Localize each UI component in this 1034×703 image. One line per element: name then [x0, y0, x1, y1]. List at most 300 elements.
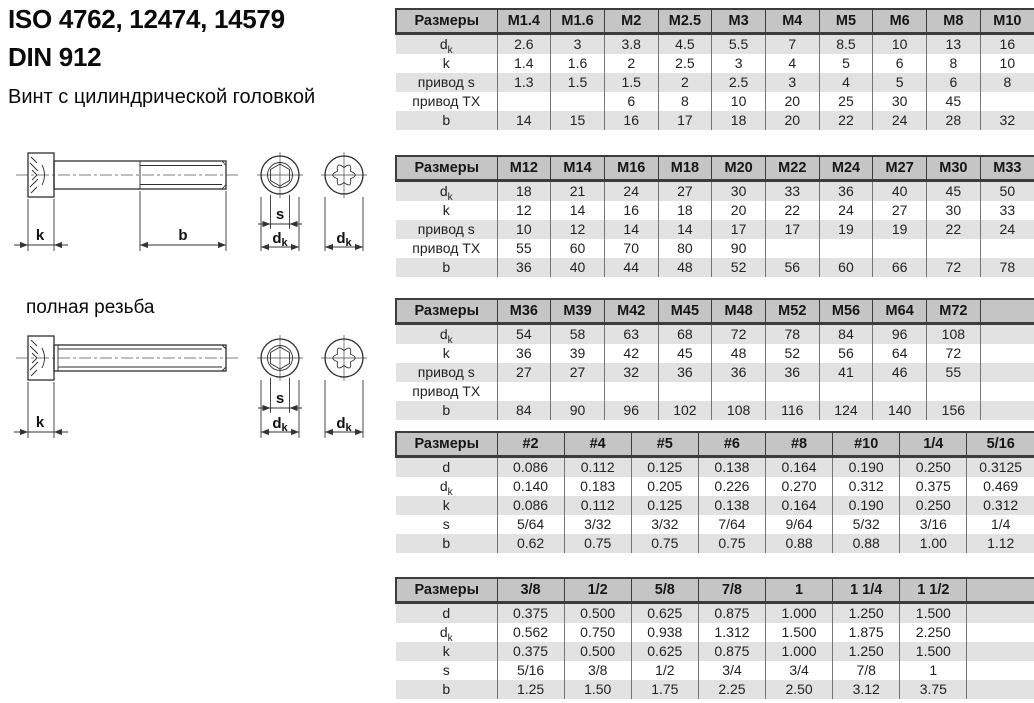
table-row [396, 73, 1034, 92]
table-row [396, 363, 1034, 382]
value-cell: 27 [497, 363, 551, 382]
value-cell: 16 [604, 201, 658, 220]
torx-end-view [321, 152, 367, 198]
value-cell: 0.375 [900, 477, 967, 496]
column-header: M33 [980, 156, 1034, 181]
value-cell: 0.086 [497, 457, 564, 478]
value-cell: 14 [497, 111, 551, 130]
value-cell [980, 324, 1034, 345]
value-cell: 24 [819, 201, 873, 220]
value-cell: 33 [765, 181, 819, 202]
standard-title: ISO 4762, 12474, 14579 [8, 4, 285, 34]
table-row [396, 324, 1034, 345]
column-header: #4 [564, 432, 631, 457]
column-header: M45 [658, 299, 712, 324]
value-cell: 30 [873, 92, 927, 111]
dimension-s [258, 378, 302, 413]
value-cell: 1.5 [604, 73, 658, 92]
value-cell: 45 [658, 344, 712, 363]
value-cell: 41 [819, 363, 873, 382]
value-cell [819, 382, 873, 401]
value-cell: 1.500 [900, 603, 967, 624]
value-cell: 48 [712, 344, 766, 363]
column-header: 1 [766, 578, 833, 603]
row-label: b [396, 680, 497, 699]
value-cell: 10 [712, 92, 766, 111]
value-cell: 1.500 [766, 623, 833, 642]
value-cell: 78 [980, 258, 1034, 277]
value-cell [873, 239, 927, 258]
table-row [396, 623, 1034, 642]
value-cell: 84 [497, 401, 551, 420]
value-cell: 18 [712, 111, 766, 130]
value-cell: 72 [927, 344, 981, 363]
value-cell: 70 [604, 239, 658, 258]
value-cell: 14 [604, 220, 658, 239]
value-cell: 0.3125 [967, 457, 1034, 478]
value-cell: 124 [819, 401, 873, 420]
value-cell: 1.3 [497, 73, 551, 92]
value-cell: 12 [551, 220, 605, 239]
hex-socket-end-view [257, 335, 303, 381]
row-label: привод s [396, 220, 497, 239]
column-header: M52 [765, 299, 819, 324]
dim-label-dk: $d_k$ [336, 415, 352, 434]
column-header: M56 [819, 299, 873, 324]
column-header: 1/2 [564, 578, 631, 603]
value-cell: 0.190 [833, 457, 900, 478]
dim-label-dk: $d_k$ [336, 230, 352, 249]
value-cell: 63 [604, 324, 658, 345]
column-header: 1 1/4 [833, 578, 900, 603]
table-row [396, 477, 1034, 496]
value-cell: 55 [497, 239, 551, 258]
side-view [16, 153, 238, 197]
value-cell: 72 [927, 258, 981, 277]
row-label: d [396, 603, 497, 624]
value-cell: 10 [873, 34, 927, 55]
value-cell [765, 382, 819, 401]
value-cell [980, 363, 1034, 382]
table-row [396, 54, 1034, 73]
value-cell: 27 [873, 201, 927, 220]
value-cell: 0.250 [900, 496, 967, 515]
value-cell: 60 [819, 258, 873, 277]
value-cell: 0.75 [631, 534, 698, 553]
value-cell [980, 382, 1034, 401]
value-cell: 3 [712, 54, 766, 73]
value-cell: 2 [658, 73, 712, 92]
imperial-table-large [395, 577, 1034, 699]
dimension-table [395, 298, 1034, 420]
value-cell: 5/32 [833, 515, 900, 534]
value-cell [927, 382, 981, 401]
row-label: привод TX [396, 239, 497, 258]
dimension-table [395, 8, 1034, 130]
value-cell: 6 [873, 54, 927, 73]
value-cell: 1.250 [833, 642, 900, 661]
value-cell: 0.500 [564, 642, 631, 661]
metric-table-small [395, 8, 1034, 130]
row-label: $d_k$ [396, 477, 497, 496]
value-cell: 20 [765, 111, 819, 130]
table-row [396, 661, 1034, 680]
dim-label-b: b [178, 227, 188, 244]
value-cell: 3/4 [698, 661, 765, 680]
value-cell: 16 [604, 111, 658, 130]
dimension-dk-torx [325, 380, 363, 438]
value-cell: 3/32 [564, 515, 631, 534]
value-cell: 5.5 [712, 34, 766, 55]
value-cell: 3.75 [900, 680, 967, 699]
value-cell: 52 [765, 344, 819, 363]
screw-full-thread-drawing [8, 330, 386, 446]
value-cell [819, 239, 873, 258]
value-cell: 0.88 [833, 534, 900, 553]
value-cell: 108 [712, 401, 766, 420]
row-label: k [396, 344, 497, 363]
column-header: M24 [819, 156, 873, 181]
value-cell [604, 382, 658, 401]
value-cell: 0.112 [564, 496, 631, 515]
dimension-table [395, 431, 1034, 553]
value-cell: 3 [551, 34, 605, 55]
value-cell: 25 [819, 92, 873, 111]
value-cell: 80 [658, 239, 712, 258]
side-view [16, 336, 238, 380]
column-header: #6 [698, 432, 765, 457]
imperial-table-small [395, 431, 1034, 553]
column-header: M3 [712, 9, 766, 34]
value-cell: 45 [927, 92, 981, 111]
column-header: 3/8 [497, 578, 564, 603]
torx-end-view [321, 335, 367, 381]
row-label: привод s [396, 363, 497, 382]
value-cell [765, 239, 819, 258]
value-cell: 66 [873, 258, 927, 277]
column-header: M36 [497, 299, 551, 324]
row-label: b [396, 111, 497, 130]
value-cell: 5/16 [497, 661, 564, 680]
value-cell: 22 [819, 111, 873, 130]
value-cell: 4 [765, 54, 819, 73]
value-cell: 116 [765, 401, 819, 420]
column-header: M6 [873, 9, 927, 34]
value-cell: 0.140 [497, 477, 564, 496]
value-cell: 8 [927, 54, 981, 73]
value-cell: 36 [658, 363, 712, 382]
column-header: M48 [712, 299, 766, 324]
value-cell: 3/4 [766, 661, 833, 680]
table-row [396, 201, 1034, 220]
value-cell: 39 [551, 344, 605, 363]
value-cell: 1.75 [631, 680, 698, 699]
value-cell: 0.138 [698, 457, 765, 478]
value-cell: 0.62 [497, 534, 564, 553]
value-cell: 8 [658, 92, 712, 111]
value-cell: 46 [873, 363, 927, 382]
header-row [396, 299, 1034, 324]
value-cell: 18 [658, 201, 712, 220]
value-cell: 72 [712, 324, 766, 345]
dimension-table [395, 577, 1034, 699]
value-cell: 68 [658, 324, 712, 345]
value-cell: 96 [604, 401, 658, 420]
value-cell: 21 [551, 181, 605, 202]
value-cell: 2.50 [766, 680, 833, 699]
value-cell: 4.5 [658, 34, 712, 55]
dimension-table [395, 155, 1034, 277]
column-header: M39 [551, 299, 605, 324]
table-row [396, 642, 1034, 661]
value-cell: 0.164 [766, 496, 833, 515]
header-row [396, 9, 1034, 34]
value-cell [927, 239, 981, 258]
column-header: M30 [927, 156, 981, 181]
value-cell: 3/32 [631, 515, 698, 534]
value-cell: 36 [497, 258, 551, 277]
value-cell: 4 [819, 73, 873, 92]
row-label: s [396, 661, 497, 680]
table-row [396, 680, 1034, 699]
value-cell: 12 [497, 201, 551, 220]
value-cell: 7/64 [698, 515, 765, 534]
value-cell [497, 382, 551, 401]
header-row [396, 156, 1034, 181]
value-cell: 50 [980, 181, 1034, 202]
value-cell: 0.88 [766, 534, 833, 553]
row-label: k [396, 54, 497, 73]
value-cell: 19 [819, 220, 873, 239]
value-cell: 2.250 [900, 623, 967, 642]
value-cell [551, 92, 605, 111]
row-label: k [396, 642, 497, 661]
header-row [396, 578, 1034, 603]
value-cell: 52 [712, 258, 766, 277]
row-label: d [396, 457, 497, 478]
row-label: k [396, 496, 497, 515]
value-cell: 6 [927, 73, 981, 92]
value-cell: 0.312 [967, 496, 1034, 515]
value-cell: 3.12 [833, 680, 900, 699]
value-cell: 1.4 [497, 54, 551, 73]
row-label: привод TX [396, 382, 497, 401]
value-cell: 0.138 [698, 496, 765, 515]
hex-socket-end-view [257, 152, 303, 198]
table-row [396, 603, 1034, 624]
value-cell: 24 [873, 111, 927, 130]
din-title: DIN 912 [8, 42, 102, 72]
value-cell: 3/8 [564, 661, 631, 680]
column-header: M27 [873, 156, 927, 181]
value-cell: 32 [604, 363, 658, 382]
value-cell: 1 [900, 661, 967, 680]
value-cell: 156 [927, 401, 981, 420]
value-cell: 90 [712, 239, 766, 258]
value-cell: 0.250 [900, 457, 967, 478]
table-row [396, 220, 1034, 239]
value-cell: 40 [873, 181, 927, 202]
value-cell [980, 92, 1034, 111]
value-cell: 0.75 [698, 534, 765, 553]
value-cell: 14 [551, 201, 605, 220]
value-cell: 60 [551, 239, 605, 258]
column-header: M20 [712, 156, 766, 181]
value-cell: 8 [980, 73, 1034, 92]
value-cell: 1/2 [631, 661, 698, 680]
value-cell: 3.8 [604, 34, 658, 55]
table-row [396, 181, 1034, 202]
value-cell: 0.205 [631, 477, 698, 496]
dimension-k [14, 382, 68, 438]
value-cell: 1.250 [833, 603, 900, 624]
size-label-header: Размеры [396, 156, 497, 181]
column-header [967, 578, 1034, 603]
value-cell: 0.469 [967, 477, 1034, 496]
value-cell: 17 [658, 111, 712, 130]
value-cell: 8.5 [819, 34, 873, 55]
column-header: M4 [765, 9, 819, 34]
value-cell [967, 680, 1034, 699]
value-cell: 3/16 [900, 515, 967, 534]
value-cell: 28 [927, 111, 981, 130]
column-header: M22 [765, 156, 819, 181]
column-header: 5/8 [631, 578, 698, 603]
value-cell: 1.25 [497, 680, 564, 699]
row-label: b [396, 401, 497, 420]
value-cell: 36 [819, 181, 873, 202]
value-cell: 84 [819, 324, 873, 345]
value-cell [980, 344, 1034, 363]
value-cell: 1.50 [564, 680, 631, 699]
value-cell [967, 623, 1034, 642]
value-cell: 1.12 [967, 534, 1034, 553]
value-cell: 15 [551, 111, 605, 130]
value-cell: 1.000 [766, 642, 833, 661]
table-row [396, 34, 1034, 55]
size-label-header: Размеры [396, 9, 497, 34]
value-cell: 13 [927, 34, 981, 55]
value-cell: 40 [551, 258, 605, 277]
row-label: $d_k$ [396, 181, 497, 202]
value-cell: 1.000 [766, 603, 833, 624]
value-cell [980, 239, 1034, 258]
row-label: b [396, 534, 497, 553]
value-cell: 17 [765, 220, 819, 239]
column-header: #2 [497, 432, 564, 457]
value-cell: 3 [765, 73, 819, 92]
value-cell: 5/64 [497, 515, 564, 534]
row-label: b [396, 258, 497, 277]
value-cell: 45 [927, 181, 981, 202]
value-cell: 30 [712, 181, 766, 202]
value-cell: 24 [604, 181, 658, 202]
value-cell: 0.750 [564, 623, 631, 642]
row-label: привод s [396, 73, 497, 92]
value-cell: 32 [980, 111, 1034, 130]
row-label: $d_k$ [396, 623, 497, 642]
table-row [396, 496, 1034, 515]
value-cell: 0.875 [698, 642, 765, 661]
column-header: M10 [980, 9, 1034, 34]
metric-table-medium [395, 155, 1034, 277]
value-cell: 55 [927, 363, 981, 382]
value-cell: 14 [658, 220, 712, 239]
table-row [396, 457, 1034, 478]
value-cell: 20 [712, 201, 766, 220]
value-cell: 0.875 [698, 603, 765, 624]
value-cell [967, 661, 1034, 680]
value-cell: 0.270 [766, 477, 833, 496]
value-cell: 1.875 [833, 623, 900, 642]
dim-label-dk: $d_k$ [272, 415, 288, 434]
column-header: #8 [766, 432, 833, 457]
value-cell: 0.312 [833, 477, 900, 496]
value-cell: 16 [980, 34, 1034, 55]
value-cell: 44 [604, 258, 658, 277]
value-cell [967, 603, 1034, 624]
value-cell: 0.190 [833, 496, 900, 515]
dimension-s [258, 195, 302, 229]
value-cell [551, 382, 605, 401]
value-cell: 56 [819, 344, 873, 363]
value-cell: 0.125 [631, 457, 698, 478]
column-header: M1.4 [497, 9, 551, 34]
value-cell: 48 [658, 258, 712, 277]
dim-label-k: k [35, 227, 45, 244]
value-cell: 27 [551, 363, 605, 382]
value-cell: 1.5 [551, 73, 605, 92]
column-header: #10 [833, 432, 900, 457]
value-cell: 0.375 [497, 642, 564, 661]
screw-partial-thread-drawing [8, 148, 386, 260]
value-cell [873, 382, 927, 401]
value-cell: 0.164 [766, 457, 833, 478]
value-cell: 0.500 [564, 603, 631, 624]
column-header: M2.5 [658, 9, 712, 34]
value-cell: 2.5 [658, 54, 712, 73]
value-cell: 0.625 [631, 603, 698, 624]
value-cell: 2.6 [497, 34, 551, 55]
value-cell: 7/8 [833, 661, 900, 680]
dimension-b [140, 191, 226, 251]
value-cell: 10 [980, 54, 1034, 73]
column-header: M42 [604, 299, 658, 324]
column-header: M18 [658, 156, 712, 181]
column-header: M12 [497, 156, 551, 181]
value-cell: 0.226 [698, 477, 765, 496]
table-row [396, 344, 1034, 363]
value-cell: 22 [927, 220, 981, 239]
value-cell: 24 [980, 220, 1034, 239]
value-cell [497, 92, 551, 111]
header-row [396, 432, 1034, 457]
size-label-header: Размеры [396, 578, 497, 603]
value-cell: 54 [497, 324, 551, 345]
value-cell: 56 [765, 258, 819, 277]
dim-label-s: s [275, 390, 285, 407]
column-header: 1/4 [900, 432, 967, 457]
value-cell [980, 401, 1034, 420]
value-cell: 5 [819, 54, 873, 73]
value-cell: 90 [551, 401, 605, 420]
value-cell: 33 [980, 201, 1034, 220]
value-cell [658, 382, 712, 401]
value-cell [967, 642, 1034, 661]
value-cell: 102 [658, 401, 712, 420]
value-cell: 19 [873, 220, 927, 239]
table-row [396, 401, 1034, 420]
